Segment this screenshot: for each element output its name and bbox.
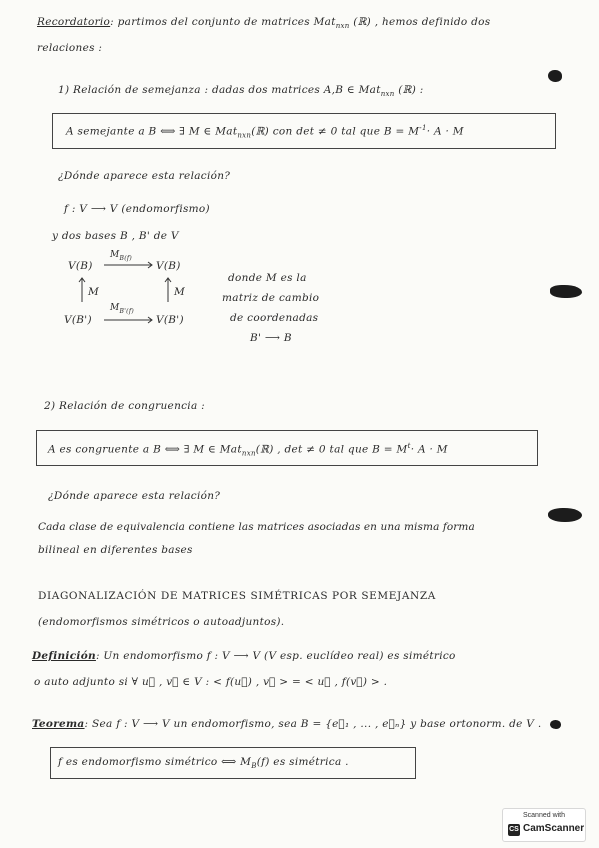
definition-line-2: o auto adjunto si ∀ u⃗ , v⃗ ∈ V : < f(u⃗) , v⃗ > = < u⃗ , f(v⃗) > . xyxy=(34,676,388,688)
diagram-bottom-arrow-label: $M_{B'(f)}$ xyxy=(110,303,134,315)
diagram-top-arrow-label: $M_{B(f)}$ xyxy=(110,250,133,262)
camscanner-name: CamScanner xyxy=(523,823,585,834)
diagram-note-2: matriz de cambio xyxy=(222,292,320,304)
ink-blot-2 xyxy=(550,285,582,298)
ink-blot-4 xyxy=(550,720,561,729)
diagram-m-right: M xyxy=(174,286,186,298)
intro-heading: Recordatorio xyxy=(37,16,111,28)
diagram-vb-left: V(B) xyxy=(68,260,93,272)
intro-line-1: Recordatorio: partimos del conjunto de matrices Mat$_{nxn}$ (ℝ) , hemos definido dos xyxy=(37,16,491,31)
intro-line-2: relaciones : xyxy=(37,42,103,54)
section2-line-1: Cada clase de equivalencia contiene las matrices asociadas en una misma forma xyxy=(38,521,475,533)
section1-title: 1) Relación de semejanza : dadas dos matrices A,B ∈ Mat$_{nxn}$ (ℝ) : xyxy=(58,84,424,99)
semejanza-definition: A semejante a B ⟺ ∃ M ∈ Mat$_{nxn}$(ℝ) con det ≠ 0 tal que $B = M^{-1}\cdot A \cdot M$ xyxy=(66,124,464,140)
endomorphism-line: f : V ⟶ V (endomorfismo) xyxy=(64,203,210,215)
diagram-note-3: de coordenadas xyxy=(230,312,319,324)
ink-blot-3 xyxy=(548,508,582,522)
theorem-line: Teorema: Sea f : V ⟶ V un endomorfismo, sea B = {e⃗₁ , ... , e⃗ₙ} y base ortonorm. de V . xyxy=(32,718,542,730)
diagram-note-1: donde M es la xyxy=(228,272,307,284)
diagram-note-4: B' ⟶ B xyxy=(250,332,292,344)
section3-title: DIAGONALIZACIÓN DE MATRICES SIMÉTRICAS POR SEMEJANZA xyxy=(38,590,436,602)
congruencia-definition: A es congruente a B ⟺ ∃ M ∈ Mat$_{nxn}$(ℝ) , det ≠ 0 tal que $B = M^t\cdot A \cdot M$ xyxy=(48,442,448,458)
section2-question: ¿Dónde aparece esta relación? xyxy=(48,490,221,502)
diagram-vb-right: V(B) xyxy=(156,260,181,272)
camscanner-badge xyxy=(502,808,586,842)
section1-question: ¿Dónde aparece esta relación? xyxy=(58,170,231,182)
theorem-label: Teorema xyxy=(32,718,85,730)
section2-title: 2) Relación de congruencia : xyxy=(44,400,206,412)
definition-line-1: Definición: Un endomorfismo f : V ⟶ V (V esp. euclídeo real) es simétrico xyxy=(32,650,456,662)
camscanner-logo-icon: CS xyxy=(508,824,520,836)
section3-subtitle: (endomorfismos simétricos o autoadjuntos). xyxy=(38,616,285,628)
diagram-m-left: M xyxy=(88,286,100,298)
scanned-with-label: Scanned with xyxy=(522,812,566,819)
definition-label: Definición xyxy=(32,650,96,662)
bases-line: y dos bases B , B' de V xyxy=(52,230,179,242)
diagram-vbp-right: V(B') xyxy=(156,314,184,326)
theorem-statement: f es endomorfismo simétrico ⟺ $M_B(f)$ es simétrica . xyxy=(58,756,349,771)
section2-line-2: bilineal en diferentes bases xyxy=(38,544,193,556)
diagram-vbp-left: V(B') xyxy=(64,314,92,326)
